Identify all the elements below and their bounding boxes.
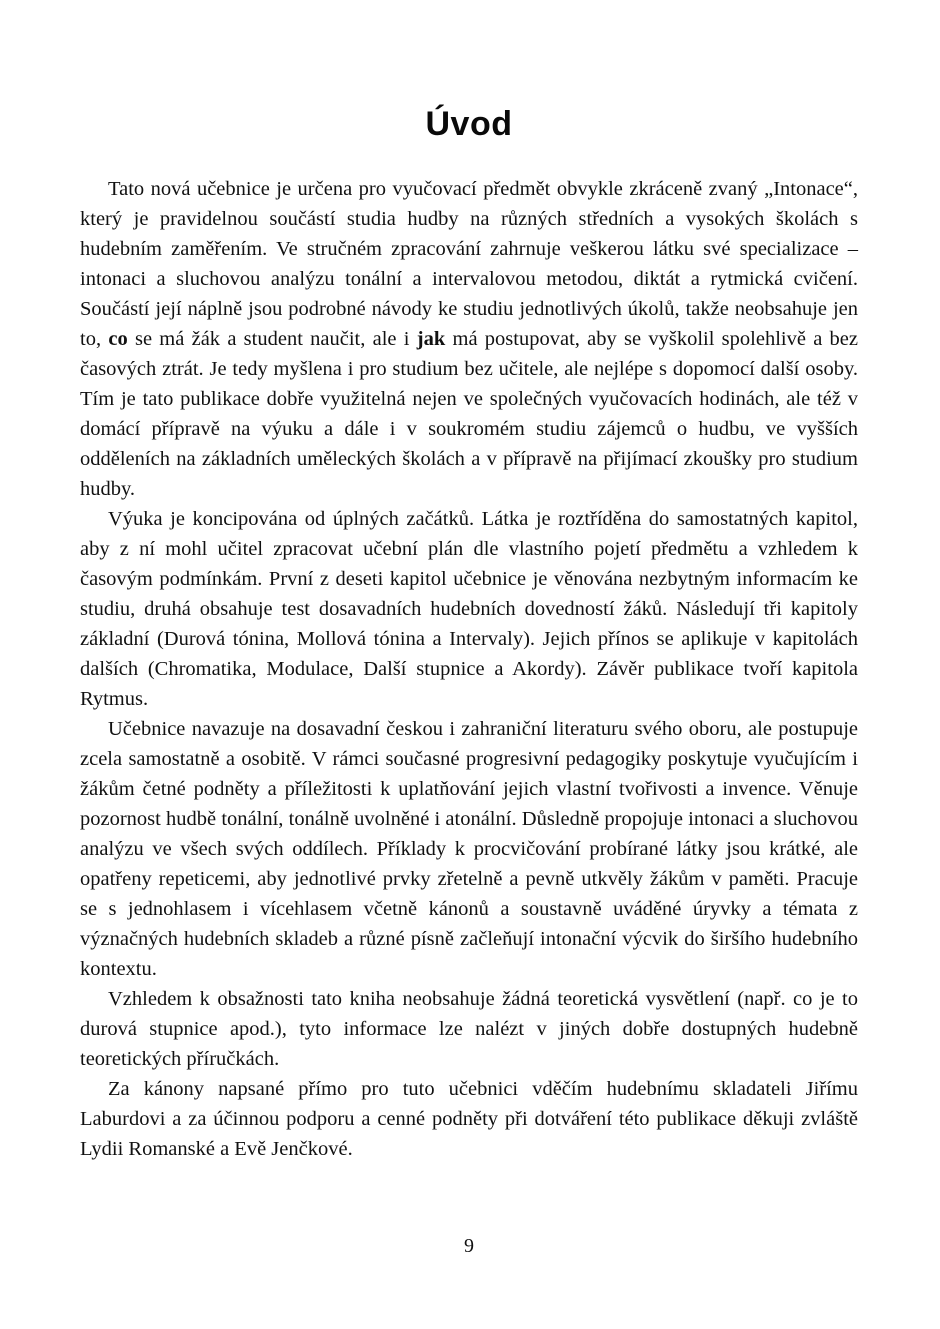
text-run: Výuka je koncipována od úplných začátků. Látka je roztříděna do samostatných kapitol, aby z ní mohl učitel zpracovat učební plán dle vlastního pojetí předmětu a vzhledem k časovým podmínkám. První z deseti kapitol učebnice je věnována nezbytným informacím ke studiu, druhá obsahuje test dosavadních hudebních dovedností žáků. Následují tři kapitoly základní (Durová tónina, Mollová tónina a Intervaly). Jejich přínos se aplikuje v kapitolách dalších (Chromatika, Modulace, Další stupnice a Akordy). Závěr publikace tvoří kapitola Rytmus. [80,508,858,710]
text-run: má postupovat, aby se vyškolil spolehlivě a bez časových ztrát. Je tedy myšlena i pro studium bez učitele, ale nejlépe s dopomocí další osoby. Tím je tato publikace dobře využitelná nejen ve společných vyučovacích hodinách, ale též v domácí přípravě na výuku a dále i v soukromém studiu zájemců o hudbu, ve vyšších odděleních na základních uměleckých školách a v přípravě na přijímací zkoušky pro studium hudby. [80,328,859,500]
page-title: Úvod [425,105,513,143]
text-run-bold-jak: jak [416,328,446,350]
text-run: Učebnice navazuje na dosavadní českou i zahraniční literaturu svého oboru, ale postupuje zcela samostatně a osobitě. V rámci současné progresivní pedagogiky poskytuje vyučujícím i žákům četné podněty a příležitosti k uplatňování jejich vlastní tvořivosti a invence. Věnuje pozornost hudbě tonální, tonálně uvolněné i atonální. Důsledně propojuje intonaci a sluchovou analýzu ve všech svých oddílech. Příklady k procvičování probírané látky jsou krátké, ale opatřeny repeticemi, aby jednotlivé prvky zřetelně a pevně utkvěly žákům v paměti. Pracuje se s jednohlasem i vícehlasem včetně kánonů a soustavně uváděné úryvky a témata z význačných hudebních skladeb a různé písně začleňují intonační výcvik do širšího hudebního kontextu. [80,718,858,980]
text-run-bold-co: co [108,328,128,350]
body-text [80,174,858,1164]
paragraph-2 [80,504,858,714]
paragraph-4 [80,984,858,1074]
paragraph-1 [80,174,858,504]
text-run: se má žák a student naučit, ale i [127,328,417,350]
page-number: 9 [464,1235,474,1257]
text-run: Vzhledem k obsažnosti tato kniha neobsahuje žádná teoretická vysvětlení (např. co je to durová stupnice apod.), tyto informace lze nalézt v jiných dobře dostupných hudebně teoretických příručkách. [80,988,858,1070]
text-run: Tato nová učebnice je určena pro vyučovací předmět obvykle zkráceně zvaný „Intonace“, který je pravidelnou součástí studia hudby na různých středních a vysokých školách s hudebním zaměřením. Ve stručném zpracování zahrnuje veškerou látku své specializace – intonaci a sluchovou analýzu tonální a intervalovou metodou, diktát a rytmická cvičení. Součástí její náplně jsou podrobné návody ke studiu jednotlivých úkolů, takže neobsahuje jen to, [80,178,858,350]
paragraph-3 [80,714,858,984]
text-run: Za kánony napsané přímo pro tuto učebnici vděčím hudebnímu skladateli Jiřímu Laburdovi a za účinnou podporu a cenné podněty při dotváření této publikace děkuji zvláště Lydii Romanské a Evě Jenčkové. [80,1078,858,1160]
paragraph-5 [80,1074,858,1164]
